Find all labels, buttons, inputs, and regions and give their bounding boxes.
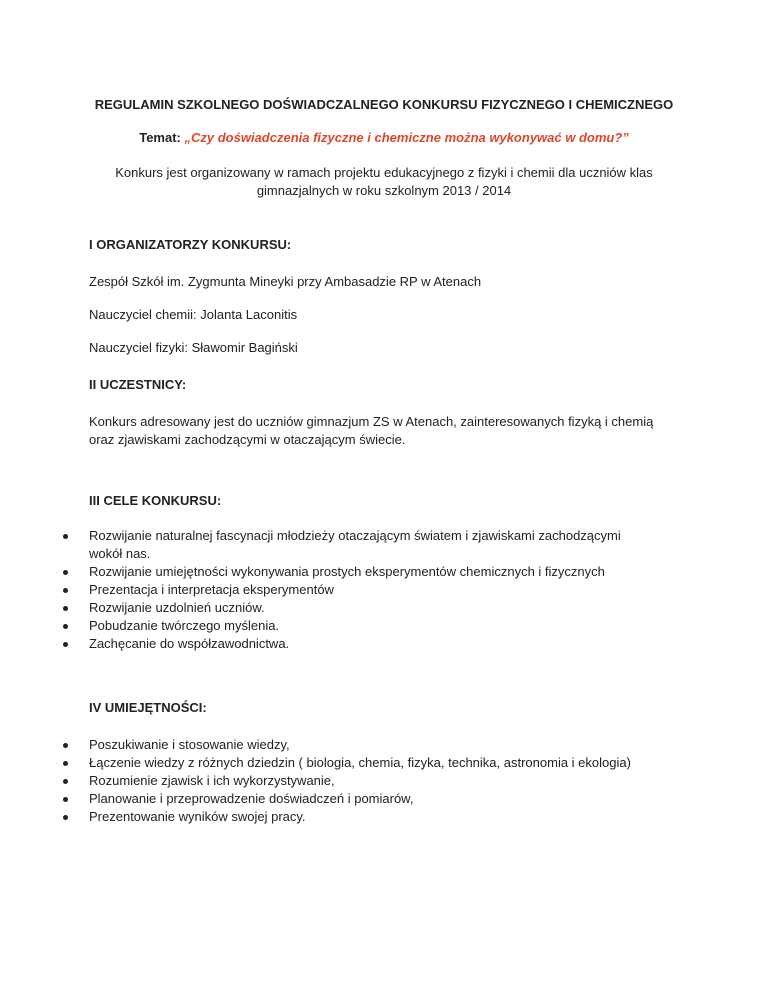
bullet-icon [63, 797, 68, 802]
document-topic [89, 129, 679, 147]
participants-line: Konkurs adresowany jest do uczniów gimnazjum ZS w Atenach, zainteresowanych fizyką i chemią [89, 414, 654, 429]
list-item: Pobudzanie twórczego myślenia. [89, 617, 649, 635]
participants-line: oraz zjawiskami zachodzącymi w otaczającym świecie. [89, 432, 406, 447]
list-item: Rozwijanie umiejętności wykonywania prostych eksperymentów chemicznych i fizycznych [89, 563, 649, 581]
bullet-icon [63, 642, 68, 647]
list-item: Prezentacja i interpretacja eksperymentów [89, 581, 649, 599]
bullet-icon [63, 588, 68, 593]
section-heading-goals: III CELE KONKURSU: [89, 493, 222, 508]
bullet-icon [63, 570, 68, 575]
list-item: Rozwijanie naturalnej fascynacji młodzieży otaczającym światem i zjawiskami zachodzącymi wokół nas. [89, 527, 649, 563]
bullet-icon [63, 815, 68, 820]
topic-text: „Czy doświadczenia fizyczne i chemiczne można wykonywać w domu?” [184, 130, 629, 145]
bullet-icon [63, 761, 68, 766]
list-item: Rozumienie zjawisk i ich wykorzystywanie, [89, 772, 679, 790]
list-item: Rozwijanie uzdolnień uczniów. [89, 599, 649, 617]
organizer-physics-teacher: Nauczyciel fizyki: Sławomir Bagiński [89, 340, 298, 355]
bullet-icon [63, 743, 68, 748]
intro-line: Konkurs jest organizowany w ramach projektu edukacyjnego z fizyki i chemii dla uczniów klas [115, 165, 653, 180]
bullet-icon [63, 779, 68, 784]
topic-label: Temat: [139, 130, 181, 145]
goals-list [89, 527, 649, 653]
organizer-school: Zespół Szkół im. Zygmunta Mineyki przy Ambasadzie RP w Atenach [89, 274, 482, 289]
intro-paragraph [89, 164, 679, 200]
document-title: REGULAMIN SZKOLNEGO DOŚWIADCZALNEGO KONKURSU FIZYCZNEGO I CHEMICZNEGO [94, 97, 674, 112]
list-item: Prezentowanie wyników swojej pracy. [89, 808, 679, 826]
list-item: Poszukiwanie i stosowanie wiedzy, [89, 736, 679, 754]
list-item: Zachęcanie do współzawodnictwa. [89, 635, 649, 653]
skills-list [89, 736, 679, 826]
section-heading-participants: II UCZESTNICY: [89, 377, 187, 392]
participants-paragraph [89, 413, 679, 449]
bullet-icon [63, 534, 68, 539]
section-heading-skills: IV UMIEJĘTNOŚCI: [89, 700, 207, 715]
list-item: Planowanie i przeprowadzenie doświadczeń i pomiarów, [89, 790, 679, 808]
bullet-icon [63, 606, 68, 611]
bullet-icon [63, 624, 68, 629]
organizer-chemistry-teacher: Nauczyciel chemii: Jolanta Laconitis [89, 307, 298, 322]
list-item: Łączenie wiedzy z różnych dziedzin ( biologia, chemia, fizyka, technika, astronomia i ekologia) [89, 754, 679, 772]
section-heading-organizers: I ORGANIZATORZY KONKURSU: [89, 237, 292, 252]
intro-line: gimnazjalnych w roku szkolnym 2013 / 2014 [256, 183, 512, 198]
